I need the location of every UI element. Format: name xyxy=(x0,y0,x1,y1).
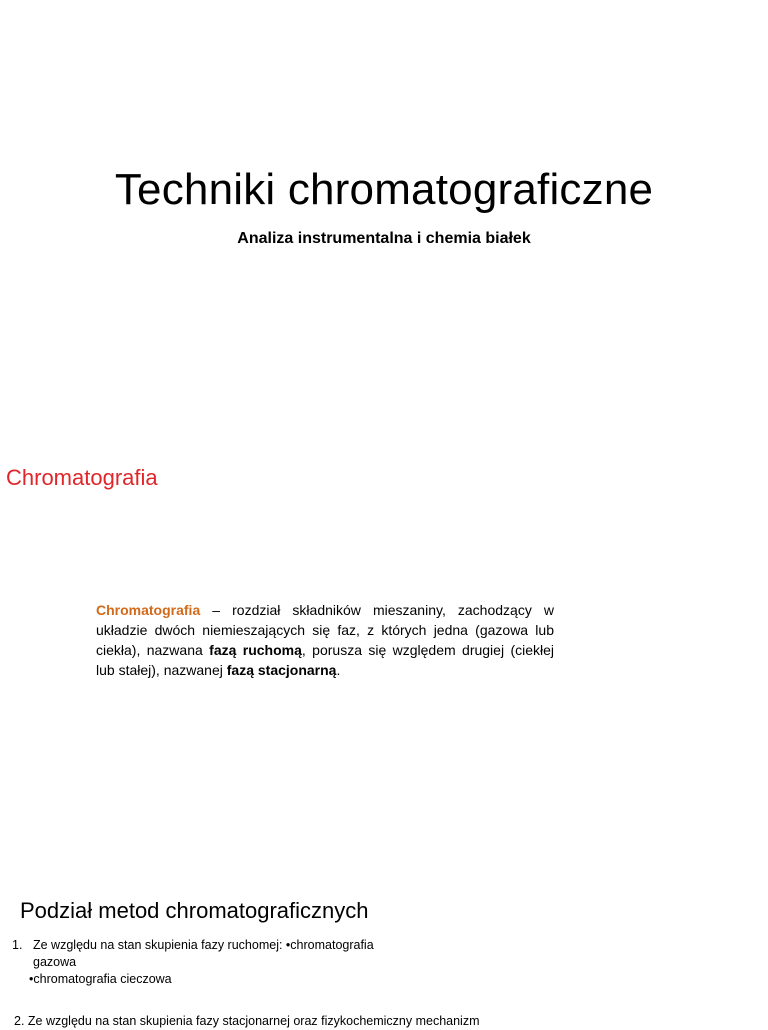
chromatografia-heading: Chromatografia xyxy=(6,465,158,490)
definition-text-3: . xyxy=(336,662,341,678)
slide-subtitle: Analiza instrumentalna i chemia białek xyxy=(237,230,531,247)
list-item-1-line-3: •chromatografia cieczowa xyxy=(29,972,172,986)
stationary-phase-term: fazą stacjonarną xyxy=(226,662,337,678)
list-item-1 xyxy=(12,937,374,954)
slide-title: Techniki chromatograficzne xyxy=(114,165,654,214)
list-item-2: 2. Ze względu na stan skupienia fazy stacjonarnej oraz fizykochemiczny mechanizm xyxy=(14,1014,480,1028)
list-item-1-line-1: Ze względu na stan skupienia fazy ruchomej: •chromatografia xyxy=(33,938,374,952)
methods-heading: Podział metod chromatograficznych xyxy=(20,898,369,923)
list-item-1-number: 1. xyxy=(12,938,23,952)
mobile-phase-term: fazą ruchomą xyxy=(209,642,302,658)
definition-term: Chromatografia xyxy=(96,602,201,618)
definition-text-2: , porusza się względem drugiej (ciekłej lub stałej), nazwanej xyxy=(96,642,555,678)
list-item-1-line-2: gazowa xyxy=(33,955,77,969)
definition-text-1: – rozdział składników mieszaniny, zachodzący w układzie dwóch niemieszających się faz, z których jedna (gazowa lub ciekła), nazwana xyxy=(96,602,554,658)
definition-paragraph xyxy=(96,600,554,680)
